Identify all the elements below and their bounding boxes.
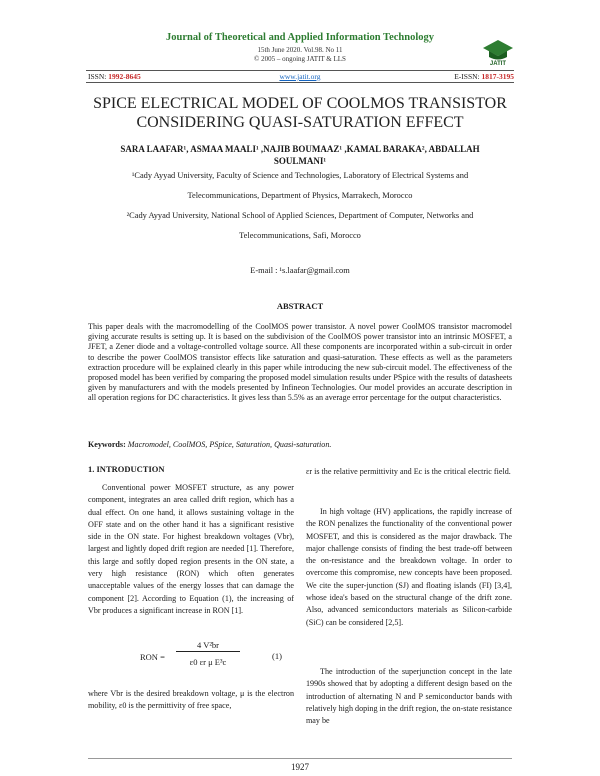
left-paragraph-1: Conventional power MOSFET structure, as any power component, integrates an area called drift region, which has a dual effect. On one hand, it allows sustaining voltage in the OFF state and on the other hand it has a significant resistive side in the ON state. For highest breakdown voltages (Vbr), largest and lightly doped drift region are needed [1]. Therefore, this large and softly doped region presents in the ON state, a very high resistance (RON) which often generates unacceptable values of the energy losses that can damage the component [2]. According to Equation (1), the increasing of Vbr produces a significant increase in RON [1]. [88, 483, 294, 615]
keywords: Keywords: Macromodel, CoolMOS, PSpice, Saturation, Quasi-saturation. [88, 440, 332, 449]
svg-text:JATIT: JATIT [489, 61, 507, 66]
equation-1: RON = 4 V²br ε0 εr μ E³c [140, 640, 300, 678]
section-heading: 1. INTRODUCTION [88, 464, 165, 474]
abstract-text: This paper deals with the macromodelling of the CoolMOS power transistor. A novel power CoolMOS transistor macromodel giving accurate results is setting up. It is based on the subdivision of the CoolMOS power transistor into an intrinsic MOSFET, a JFET, a Zener diode and a voltage-controlled voltage source. All these components are incorporated within a sub-circuit in order to describe the power CoolMOS transistor effects like saturation and quasi-saturation. These effects as well as the parameters extraction procedure will be explained clearly in this paper while introducing the new sub-circuit model. The effectiveness of the proposed model has been verified by comparing the proposed model simulation results under PSpice with the results of datasheets given by manufacturers and with the models presented by Infineon Technologies. Our model provides an accurate description in all operation regions for DC characteristics. It gives less than 5.5% as an average error percentage for the output characteristics. [88, 322, 512, 403]
left-paragraph-2: where Vbr is the desired breakdown voltage, μ is the electron mobility, ε0 is the permittivity of free space, [88, 689, 294, 711]
affiliation-2: ²Cady Ayyad University, National School of Applied Sciences, Department of Computer, Networks and Telecommunications, Safi, Morocco [126, 211, 474, 240]
right-paragraph-3: The introduction of the superjunction concept in the late 1990s showed that by adopting a different design based on the introduction of alternating N and P semiconductor bands with relatively high doping in the drift region, the on-state resistance may be [306, 667, 512, 726]
paper-title: SPICE ELECTRICAL MODEL OF COOLMOS TRANSISTOR CONSIDERING QUASI-SATURATION EFFECT [93, 95, 507, 131]
abstract-heading: ABSTRACT [276, 301, 324, 311]
journal-title: Journal of Theoretical and Applied Information Technology [166, 32, 434, 43]
equation-number: (1) [272, 651, 282, 661]
journal-copyright: © 2005 – ongoing JATIT & LLS [254, 55, 346, 63]
issn: ISSN: 1992-8645 [88, 72, 141, 81]
journal-website-link[interactable]: www.jatit.org [279, 72, 321, 81]
eissn: E-ISSN: 1817-3195 [454, 72, 514, 81]
journal-issue: 15th June 2020. Vol.98. No 11 [257, 46, 343, 54]
header-rule-bottom [86, 82, 514, 83]
header-rule-top [86, 70, 514, 71]
page-number: 1927 [291, 762, 309, 772]
right-paragraph-2: In high voltage (HV) applications, the rapidly increase of the RON penalizes the functionality of the conventional power MOSFET, and this is considered as the major drawback. The major challenge consists of finding the best trade-off between the on-resistance and the breakdown voltage. In order to overcome this compromise, new concepts have been proposed. We cite the super-junction (SJ) and floating islands (FI) [3,4], whose idea's based on the structural change of the drift zone. Also, advanced semiconductors materials as Silicon-carbide (SiC) can be considered [2,5]. [306, 507, 512, 627]
right-paragraph-1: εr is the relative permittivity and Ec is the critical electric field. [306, 467, 511, 476]
authors: SARA LAAFAR¹, ASMAA MAALI¹ ,NAJIB BOUMAAZ¹ ,KAMAL BARAKA², ABDALLAH SOULMANI¹ [120, 144, 480, 166]
author-email: E-mail : ¹s.laafar@gmail.com [250, 266, 350, 275]
affiliation-1: ¹Cady Ayyad University, Faculty of Science and Technologies, Laboratory of Electrical Systems and Telecommunications, Department of Physics, Marrakech, Morocco [131, 171, 469, 200]
jatit-logo-icon [481, 36, 515, 66]
footer-rule [88, 758, 512, 759]
